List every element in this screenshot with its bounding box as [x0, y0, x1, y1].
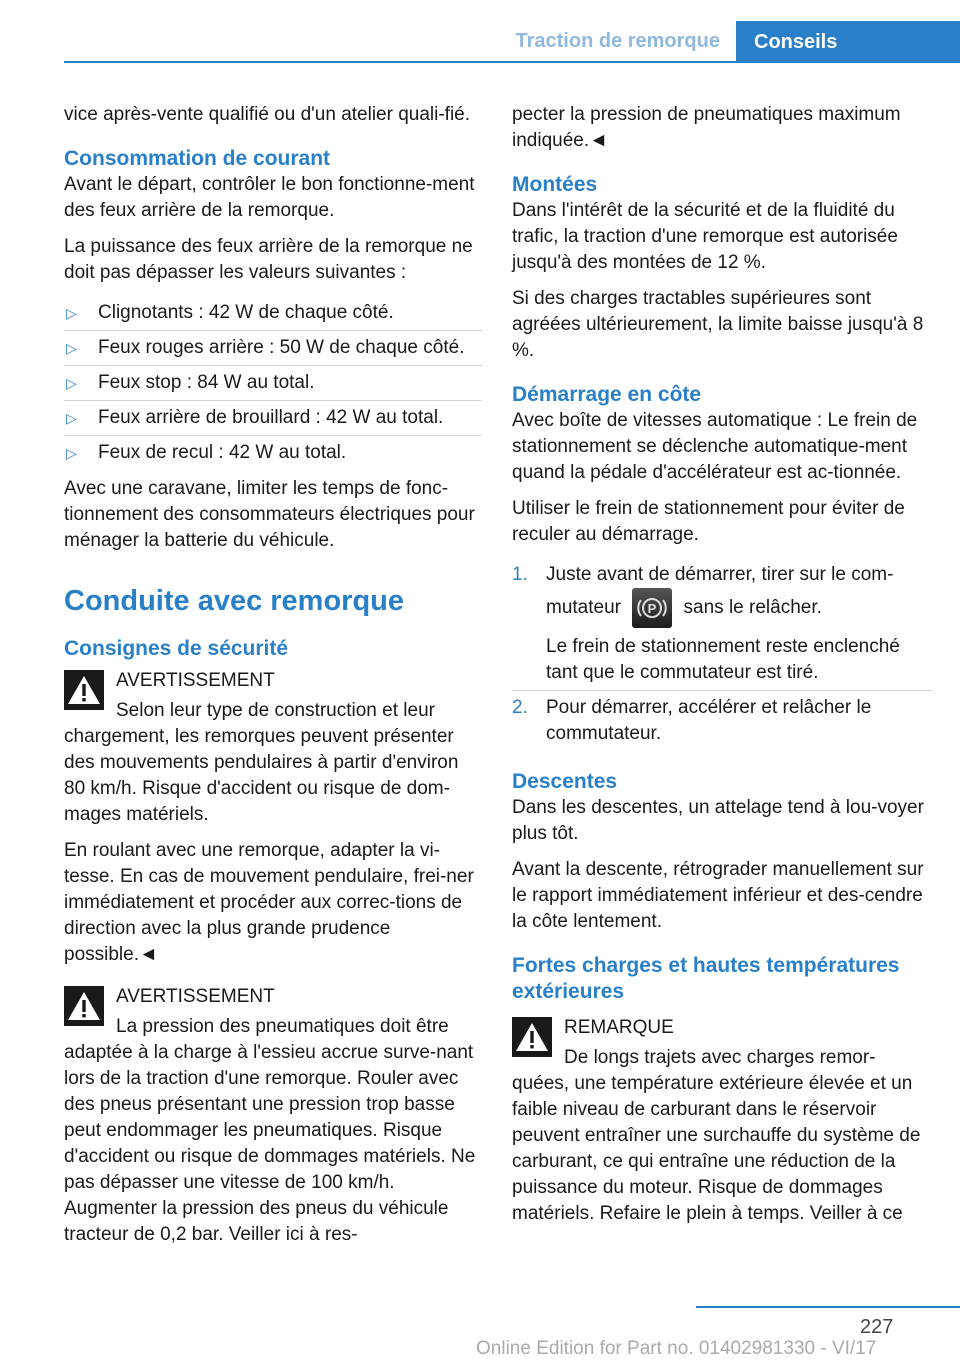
paragraph: Utiliser le frein de stationnement pour éviter de reculer au démarrage.: [512, 498, 905, 545]
paragraph: Avant le départ, contrôler le bon fonctionne‐ment des feux arrière de la remorque.: [64, 174, 475, 221]
list-item: 1. Juste avant de démarrer, tirer sur le com‐mutateur P sans le relâcher. Le frein de stationnement reste enclenché tant que le commutateur est tiré.: [512, 558, 932, 691]
header-chapter-tab: Conseils: [736, 21, 960, 63]
heading-fortes-charges: Fortes charges et hautes températures extérieures: [512, 954, 900, 1003]
header-rule: [64, 61, 960, 63]
warning-body: La pression des pneumatiques doit être adaptée à la charge à l'essieu accrue surve‐nant lors de la traction d'une remorque. Rouler avec des pneus présentant une pression trop basse peut endommager les pneumatiques. Risque d'accident ou risque de dommages matériels. Ne pas dépasser une vitesse de 100 km/h. Augmenter la pression des pneus du véhicule tracteur de 0,2 bar. Veiller ici à res‐: [64, 1016, 476, 1245]
warning-block-2: [64, 984, 482, 1248]
heading-consignes: Consignes de sécurité: [64, 637, 289, 660]
warning-title: AVERTISSEMENT: [116, 670, 275, 691]
heading-montees: Montées: [512, 173, 598, 196]
paragraph: Dans les descentes, un attelage tend à lou‐voyer plus tôt.: [512, 797, 924, 844]
right-column: [512, 102, 932, 1237]
edition-note: Online Edition for Part no. 01402981330 - VI/17: [476, 1338, 877, 1359]
paragraph: La puissance des feux arrière de la remorque ne doit pas dépasser les valeurs suivantes :: [64, 236, 473, 283]
notice-body: De longs trajets avec charges remor‐quées, une température extérieure élevée et un faible niveau de carburant dans le réservoir peuvent entraîner une surchauffe du système de carburant, ce qui entraîne une réduction de la puissance du moteur. Risque de dommages matériels. Refaire le plein à temps. Veiller à ce: [512, 1047, 921, 1224]
paragraph: Dans l'intérêt de la sécurité et de la fluidité du trafic, la traction d'une remorque est autorisée jusqu'à des montées de 12 %.: [512, 200, 898, 273]
warning-title: AVERTISSEMENT: [116, 986, 275, 1007]
paragraph: Avec boîte de vitesses automatique : Le frein de stationnement se déclenche automatique‐ment quand la pédale d'accélérateur est ac‐tionnée.: [512, 410, 918, 483]
page-number: 227: [860, 1316, 894, 1338]
svg-text:P: P: [647, 601, 657, 616]
footer-rule: [696, 1306, 960, 1308]
lamp-power-list: [64, 296, 482, 470]
list-item: ▷ Feux arrière de brouillard : 42 W au total.: [64, 401, 482, 436]
notice-title: REMARQUE: [564, 1017, 674, 1038]
warning-triangle-icon: [64, 670, 104, 710]
list-item: ▷ Feux de recul : 42 W au total.: [64, 436, 482, 470]
steps-list: [512, 558, 932, 751]
heading-conduite: Conduite avec remorque: [64, 585, 405, 617]
notice-block: [512, 1015, 932, 1227]
list-item: ▷ Feux rouges arrière : 50 W de chaque côté.: [64, 331, 482, 366]
heading-consommation: Consommation de courant: [64, 147, 331, 170]
left-column: [64, 102, 482, 1258]
list-item: 2. Pour démarrer, accélérer et relâcher le commutateur.: [512, 697, 872, 744]
paragraph: En roulant avec une remorque, adapter la vi‐tesse. En cas de mouvement pendulaire, frei‐ner immédiatement et procéder aux correc‐tions de direction avec la plus grande prudence possible.◄: [64, 840, 474, 965]
triangle-bullet-icon: ▷: [66, 445, 77, 461]
warning-triangle-icon: [512, 1017, 552, 1057]
step-number: 2.: [512, 697, 528, 718]
paragraph: Si des charges tractables supérieures sont agréées ultérieurement, la limite baisse jusqu'à 8 %.: [512, 288, 924, 361]
triangle-bullet-icon: ▷: [66, 305, 77, 321]
heading-descentes: Descentes: [512, 770, 618, 793]
warning-body: Selon leur type de construction et leur chargement, les remorques peuvent présenter des mouvements pendulaires à partir d'environ 80 km/h. Risque d'accident ou risque de dom‐mages matériels.: [64, 700, 459, 825]
list-item: ▷ Feux stop : 84 W au total.: [64, 366, 482, 401]
paragraph: Avant la descente, rétrograder manuellement sur le rapport immédiatement inférieur et des‐cendre la côte lentement.: [512, 859, 924, 932]
header-section-title: Traction de remorque: [515, 30, 720, 52]
paragraph: vice après-vente qualifié ou d'un atelier quali‐fié.: [64, 104, 471, 125]
list-item: ▷ Clignotants : 42 W de chaque côté.: [64, 296, 482, 331]
paragraph: Avec une caravane, limiter les temps de fonc‐tionnement des consommateurs électriques pour ménager la batterie du véhicule.: [64, 478, 475, 551]
parking-brake-icon: [632, 588, 672, 628]
triangle-bullet-icon: ▷: [66, 375, 77, 391]
warning-triangle-icon: [64, 986, 104, 1026]
heading-demarrage: Démarrage en côte: [512, 383, 702, 406]
triangle-bullet-icon: ▷: [66, 410, 77, 426]
warning-block-1: [64, 668, 482, 828]
triangle-bullet-icon: ▷: [66, 340, 77, 356]
step-number: 1.: [512, 564, 528, 585]
paragraph: pecter la pression de pneumatiques maximum indiquée.◄: [512, 104, 901, 151]
